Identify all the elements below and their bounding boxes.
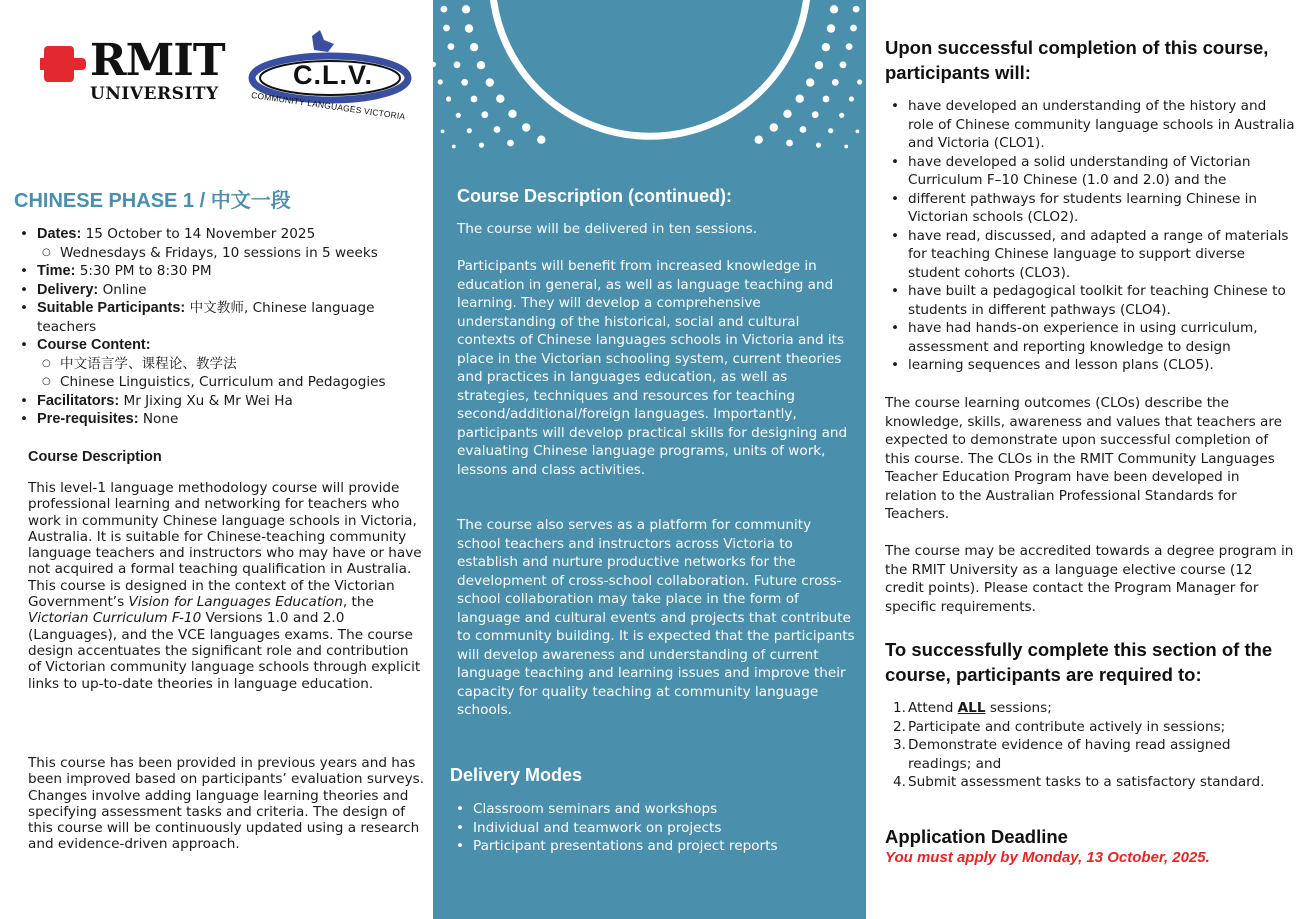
- fact-prerequisites: • Pre-requisites: None: [14, 410, 424, 429]
- delivery-modes-list: [450, 800, 850, 856]
- requirements-list: [885, 699, 1295, 792]
- fact-content-zh: ○ 中文语言学、课程论、教学法: [37, 355, 424, 374]
- requirements-heading: To successfully complete this section of the course, participants are required to:: [885, 639, 1273, 685]
- fact-time: • Time: 5:30 PM to 8:30 PM: [14, 262, 424, 281]
- course-description-paragraph-1: This level-1 language methodology course will provide professional learning and networking for teachers who work in community Chinese language schools in Victoria, Australia. It is suitable for Chinese-teaching community language teachers and instructors who may have or have not acquired a formal teaching qualification in Australia. This course is designed in the context of the Victorian Government’s Vision for Languages Education, the Victorian Curriculum F-10 Versions 1.0 and 2.0 (Languages), and the VCE languages exams. The course design accentuates the significant role and contribution of Victorian community language schools through explicit links to up-to-date theories in language education.: [28, 480, 422, 692]
- decorative-dot: [465, 24, 473, 32]
- decorative-dot: [800, 126, 807, 133]
- fact-delivery: • Delivery: Online: [14, 281, 424, 300]
- outcome-item: • have developed an understanding of the history and role of Chinese community language schools in Australia and Victoria (CLO1).: [885, 97, 1295, 153]
- decorative-dot: [452, 145, 456, 149]
- fact-content-en: ○ Chinese Linguistics, Curriculum and Pedagogies: [37, 373, 424, 392]
- decorative-dot: [856, 130, 860, 134]
- outcomes-list: [885, 97, 1295, 375]
- decorative-dot: [850, 25, 857, 32]
- decorative-dot: [823, 96, 830, 103]
- decorative-dot: [448, 43, 455, 50]
- decorative-dot: [827, 24, 835, 32]
- decorative-dot: [832, 79, 839, 86]
- course-description-heading: Course Description: [28, 449, 162, 465]
- delivery-mode-item: • Classroom seminars and workshops: [450, 800, 850, 819]
- clv-subtitle: COMMUNITY LANGUAGES VICTORIA: [250, 90, 406, 122]
- decorative-dot: [486, 78, 494, 86]
- delivery-mode-item: • Individual and teamwork on projects: [450, 819, 850, 838]
- decorative-dot: [770, 123, 778, 131]
- decorative-dot: [443, 25, 450, 32]
- decorative-dot: [839, 113, 844, 118]
- requirement-item: 2. Participate and contribute actively in sessions;: [893, 718, 1226, 735]
- decorative-dot: [522, 123, 530, 131]
- fact-facilitators: • Facilitators: Mr Jixing Xu & Mr Wei Ha: [14, 392, 424, 411]
- decorative-dot: [828, 128, 833, 133]
- decorative-dot: [470, 43, 478, 51]
- outcome-item: • have read, discussed, and adapted a range of materials for teaching Chinese language to support diverse student cohorts (CLO3).: [885, 227, 1295, 283]
- outcome-item: • have had hands-on experience in using curriculum, assessment and reporting knowledge to design: [885, 319, 1295, 356]
- decorative-dot: [496, 95, 504, 103]
- outcome-item: • different pathways for students learning Chinese in Victorian schools (CLO2).: [885, 190, 1295, 227]
- left-column: [0, 0, 433, 919]
- middle-column: [433, 0, 866, 919]
- fact-content: • Course Content: ○ 中文语言学、课程论、教学法 ○ Chinese Linguistics, Curriculum and Pedagogies: [14, 336, 424, 392]
- decorative-dot: [755, 136, 763, 144]
- decorative-dot: [481, 111, 488, 118]
- outcomes-heading: Upon successful completion of this course, participants will:: [885, 37, 1269, 83]
- decorative-dot: [507, 140, 514, 147]
- decorative-dot: [816, 143, 821, 148]
- delivery-modes-heading: Delivery Modes: [450, 765, 583, 785]
- requirement-item: 3. Demonstrate evidence of having read assigned readings; and: [893, 737, 1231, 772]
- continued-paragraph-2: Participants will benefit from increased knowledge in education in general, as well as language teaching and learning. They will develop a comprehensive understanding of the historical, social and cultural contexts of Chinese languages schools in Victoria and its place in the Victorian schooling system, current theories and practices in languages education, as well as strategies, techniques and resources for teaching second/additional/foreign languages. Importantly, participants will develop practical skills for designing and evaluating Chinese language programs, units of work, lessons and class activities.: [457, 258, 848, 478]
- decorative-dot: [796, 95, 804, 103]
- rmit-wordmark: RMIT: [90, 35, 225, 86]
- course-description-paragraph-2: This course has been provided in previous years and has been improved based on participants’ evaluation surveys. Changes involve adding language learning theories and specifying assessment tasks and criteria. The design of this course will be continuously updated using a research and evidence-driven approach.: [28, 755, 425, 853]
- fact-dates: • Dates: 15 October to 14 November 2025 ○ Wednesdays & Fridays, 10 sessions in 5 weeks: [14, 225, 424, 262]
- decorative-dot: [477, 61, 485, 69]
- delivery-mode-item: • Participant presentations and project reports: [450, 837, 850, 856]
- rmit-university-wordmark: UNIVERSITY: [90, 84, 219, 104]
- decorative-dot: [537, 136, 545, 144]
- application-deadline-heading: Application Deadline: [885, 826, 1068, 847]
- decorative-dot: [815, 61, 823, 69]
- decorative-dot: [494, 126, 501, 133]
- decorative-dot: [461, 79, 468, 86]
- decorative-dot: [479, 143, 484, 148]
- decorative-dot: [849, 96, 854, 101]
- rmit-pixel-mark-icon: [40, 44, 86, 84]
- decorative-dot: [857, 79, 862, 84]
- course-title: CHINESE PHASE 1 / 中文一段: [14, 190, 291, 212]
- decorative-dot: [840, 61, 847, 68]
- decorative-dot: [806, 78, 814, 86]
- decorative-dot: [786, 140, 793, 147]
- decorative-dot: [438, 79, 443, 84]
- requirement-item: 1. Attend ALL sessions;: [893, 700, 1052, 716]
- decorative-dot: [783, 110, 791, 118]
- outcome-item: • have built a pedagogical toolkit for teaching Chinese to students in different pathways (CLO4).: [885, 282, 1295, 319]
- decorative-dot: [846, 43, 853, 50]
- decorative-dot: [467, 128, 472, 133]
- clo-paragraph: The course learning outcomes (CLOs) describe the knowledge, skills, awareness and values that teachers are expected to demonstrate upon successful completion of this course. The CLOs in the RMIT Community Languages Teacher Education Program have been developed in relation to the Australian Professional Standards for Teachers.: [885, 395, 1283, 522]
- decorative-dot: [853, 6, 860, 13]
- decorative-dot: [454, 61, 461, 68]
- decorative-dot: [844, 145, 848, 149]
- decorative-dot: [822, 43, 830, 51]
- decorative-dot: [441, 6, 448, 13]
- outcome-item: • learning sequences and lesson plans (CLO5).: [885, 356, 1295, 375]
- decorative-dot: [812, 111, 819, 118]
- decorative-dot: [471, 96, 478, 103]
- fact-dates-detail: ○ Wednesdays & Fridays, 10 sessions in 5 weeks: [37, 244, 424, 263]
- application-deadline-text: You must apply by Monday, 13 October, 2025.: [885, 849, 1210, 866]
- course-description-continued-heading: Course Description (continued):: [457, 186, 733, 206]
- rmit-logo: [40, 35, 230, 108]
- course-facts-list: [14, 225, 424, 429]
- right-column: [866, 0, 1300, 919]
- outcome-item: • have developed a solid understanding of Victorian Curriculum F–10 Chinese (1.0 and 2.0) and the: [885, 153, 1295, 190]
- decorative-dot: [441, 130, 445, 134]
- clv-logo: [248, 28, 413, 122]
- accreditation-paragraph: The course may be accredited towards a degree program in the RMIT University as a language elective course (12 credit points). Please contact the Program Manager for specific requirements.: [885, 543, 1294, 615]
- decorative-dot: [456, 113, 461, 118]
- decorative-dot: [446, 96, 451, 101]
- continued-paragraph-3: The course also serves as a platform for community school teachers and instructors across Victoria to establish and nurture productive networks for the development of cross-school collaboration. Future cross-school collaboration may take place in the form of language and cultural events and projects that contribute to community building. It is expected that the participants will develop awareness and understanding of current language teaching and learning issues and improve their capacity for quality teaching at community language schools.: [457, 517, 855, 718]
- fact-participants: • Suitable Participants: 中文教师, Chinese language teachers: [14, 299, 424, 336]
- decorative-dot: [830, 5, 838, 13]
- decorative-dot: [462, 5, 470, 13]
- continued-paragraph-1: The course will be delivered in ten sessions.: [457, 221, 758, 237]
- clv-wordmark: C.L.V.: [293, 60, 374, 90]
- decorative-dot-arc-icon: [433, 0, 866, 150]
- decorative-dot: [508, 110, 516, 118]
- decorative-dot: [433, 62, 436, 67]
- requirement-item: 4. Submit assessment tasks to a satisfactory standard.: [893, 774, 1265, 790]
